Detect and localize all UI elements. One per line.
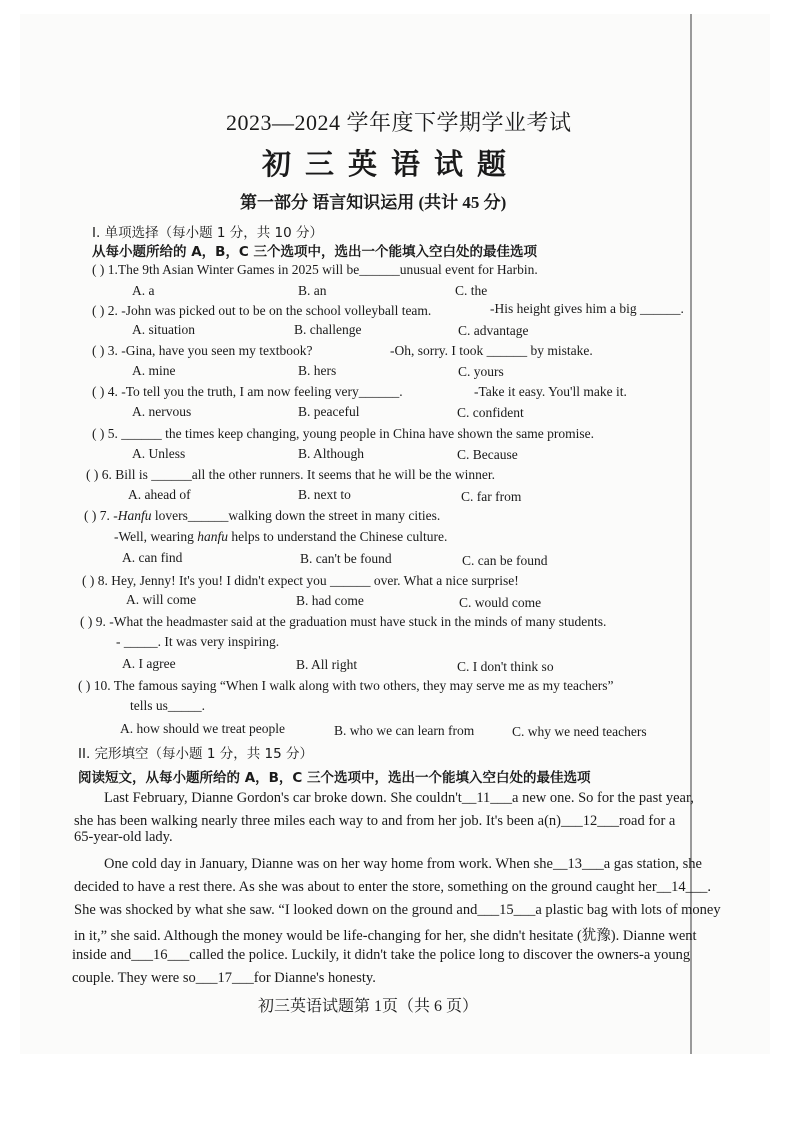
question-2-stem: ( ) 2. -John was picked out to be on the school volleyball team. [92, 303, 432, 318]
question-2-option-c: C. advantage [458, 323, 529, 338]
question-6-option-a: A. ahead of [128, 487, 191, 502]
question-4-response: -Take it easy. You'll make it. [474, 384, 627, 399]
question-7-response-pre: -Well, wearing [114, 529, 198, 544]
page-footer: 初三英语试题第 1页（共 6 页） [258, 998, 479, 1015]
passage-line-6: She was shocked by what she saw. “I looked down on the ground and___15___a plastic bag with lots of money [74, 902, 721, 918]
question-7-stem-post: lovers______walking down the street in many cities. [151, 508, 441, 523]
question-1-option-a: A. a [132, 283, 155, 298]
question-3-response: -Oh, sorry. I took ______ by mistake. [390, 343, 593, 358]
subject-title: 初三英语试题 [262, 149, 521, 181]
question-9-option-a: A. I agree [122, 656, 176, 671]
passage-line-5: decided to have a rest there. As she was about to enter the store, something on the ground caught her__14___. [74, 879, 712, 895]
exam-title: 2023—2024 学年度下学期学业考试 [226, 110, 572, 135]
question-7-response-post: helps to understand the Chinese culture. [228, 529, 448, 544]
question-7-option-a: A. can find [122, 550, 183, 565]
question-6-option-b: B. next to [298, 487, 351, 502]
question-9-stem: ( ) 9. -What the headmaster said at the graduation must have stuck in the minds of many students. [80, 614, 607, 629]
passage-line-2: she has been walking nearly three miles each way to and from her job. It's been a(n)___12___road for a [74, 813, 676, 829]
passage-line-8: inside and___16___called the police. Luckily, it didn't take the police long to discover the owners-a young [72, 947, 691, 963]
question-7-stem-italic: Hanfu [117, 508, 152, 523]
question-7-option-b: B. can't be found [300, 551, 392, 566]
question-10-option-c: C. why we need teachers [512, 724, 647, 739]
question-10-option-b: B. who we can learn from [334, 723, 475, 738]
question-5-stem: ( ) 5. ______ the times keep changing, young people in China have shown the same promise. [92, 426, 595, 441]
question-2-option-b: B. challenge [294, 322, 362, 337]
question-9-response: - _____. It was very inspiring. [116, 634, 280, 649]
question-1-option-c: C. the [455, 283, 488, 298]
question-4-option-a: A. nervous [132, 404, 192, 419]
question-8-stem: ( ) 8. Hey, Jenny! It's you! I didn't expect you ______ over. What a nice surprise! [82, 573, 519, 588]
question-2-response: -His height gives him a big ______. [490, 301, 684, 316]
section2-heading: II. 完形填空（每小题 1 分，共 15 分） [78, 746, 313, 762]
question-3-option-b: B. hers [298, 363, 337, 378]
question-1-stem: ( ) 1.The 9th Asian Winter Games in 2025 will be______unusual event for Harbin. [92, 262, 538, 277]
passage-line-4: One cold day in January, Dianne was on her way home from work. When she__13___a gas station, she [104, 856, 702, 872]
question-2-option-a: A. situation [132, 322, 195, 337]
part-title: 第一部分 语言知识运用 (共计 45 分) [240, 193, 507, 212]
passage-line-7: in it,” she said. Although the money would be life-changing for her, she didn't hesitate (犹豫). Dianne went [74, 928, 697, 944]
question-6-option-c: C. far from [461, 489, 522, 504]
question-7-option-c: C. can be found [462, 553, 548, 568]
question-8-option-a: A. will come [126, 592, 197, 607]
question-10-option-a: A. how should we treat people [120, 721, 285, 736]
passage-line-9: couple. They were so___17___for Dianne's honesty. [72, 970, 376, 986]
question-6-stem: ( ) 6. Bill is ______all the other runners. It seems that he will be the winner. [86, 467, 496, 482]
question-3-option-c: C. yours [458, 364, 504, 379]
question-1-option-b: B. an [298, 283, 327, 298]
question-10-stem: ( ) 10. The famous saying “When I walk along with two others, they may serve me as my teachers” [78, 678, 614, 693]
section1-heading: I. 单项选择（每小题 1 分，共 10 分） [92, 225, 323, 241]
question-3-stem: ( ) 3. -Gina, have you seen my textbook? [92, 343, 313, 358]
question-9-option-c: C. I don't think so [457, 659, 554, 674]
question-4-stem: ( ) 4. -To tell you the truth, I am now feeling very______. [92, 384, 403, 399]
question-7-response [114, 529, 447, 545]
section1-instruction: 从每小题所给的 A，B，C 三个选项中，选出一个能填入空白处的最佳选项 [92, 244, 538, 260]
question-8-option-b: B. had come [296, 593, 364, 608]
question-10-response: tells us_____. [130, 698, 206, 713]
question-5-option-a: A. Unless [132, 446, 186, 461]
question-7-stem [84, 508, 440, 524]
question-4-option-c: C. confident [457, 405, 524, 420]
question-3-option-a: A. mine [132, 363, 176, 378]
question-5-option-b: B. Although [298, 446, 365, 461]
passage-line-1: Last February, Dianne Gordon's car broke down. She couldn't__11___a new one. So for the past year, [104, 790, 694, 806]
question-5-option-c: C. Because [457, 447, 518, 462]
question-7-response-italic: hanfu [197, 529, 229, 544]
question-9-option-b: B. All right [296, 657, 358, 672]
passage-line-3: 65-year-old lady. [74, 829, 173, 845]
question-7-stem-pre: ( ) 7. - [84, 508, 118, 523]
section2-instruction: 阅读短文，从每小题所给的 A，B，C 三个选项中，选出一个能填入空白处的最佳选项 [78, 770, 591, 786]
question-4-option-b: B. peaceful [298, 404, 360, 419]
question-8-option-c: C. would come [459, 595, 542, 610]
